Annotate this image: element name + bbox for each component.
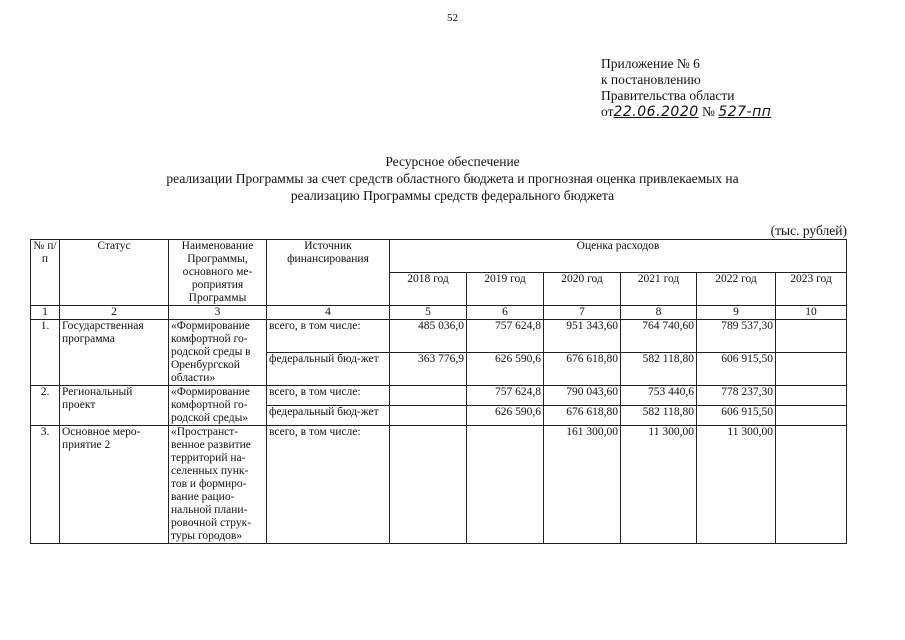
value-cell: 363 776,9 [390,353,467,386]
col-number: 10 [776,306,847,320]
value-cell: 676 618,80 [544,406,621,426]
col-number: 1 [31,306,60,320]
handwritten-number: 527-пп [718,104,772,120]
header-year: 2023 год [776,273,847,306]
date-prefix: от [601,104,614,119]
header-name: Наименование Программы, основного ме-роприятия Программы [169,240,267,306]
value-cell: 757 624,8 [467,386,544,406]
value-cell [776,426,847,544]
value-cell: 757 624,8 [467,320,544,353]
row-status: Государственная программа [60,320,169,386]
col-number: 9 [697,306,776,320]
value-cell [390,386,467,406]
handwritten-date: 22.06.2020 [613,104,699,120]
source-label: всего, в том числе: [267,386,390,406]
table-row [31,426,847,544]
column-numbers-row [31,306,847,320]
value-cell: 626 590,6 [467,353,544,386]
source-label: федеральный бюд-жет [267,353,390,386]
value-cell: 161 300,00 [544,426,621,544]
value-cell [390,406,467,426]
header-year: 2021 год [621,273,697,306]
value-cell: 753 440,6 [621,386,697,406]
page-number: 52 [447,12,458,24]
value-cell [467,426,544,544]
value-cell: 11 300,00 [697,426,776,544]
header-year: 2022 год [697,273,776,306]
row-number: 1. [31,320,60,386]
source-label: всего, в том числе: [267,426,390,544]
source-label: федеральный бюд-жет [267,406,390,426]
value-cell: 676 618,80 [544,353,621,386]
row-status: Региональный проект [60,386,169,426]
value-cell: 951 343,60 [544,320,621,353]
appendix-block [601,56,771,120]
source-label: всего, в том числе: [267,320,390,353]
value-cell [776,406,847,426]
title-line2: реализации Программы за счет средств областного бюджета и прогнозная оценка привлекаемых на [166,171,739,186]
header-year: 2019 год [467,273,544,306]
value-cell: 764 740,60 [621,320,697,353]
value-cell [776,353,847,386]
row-number: 2. [31,386,60,426]
value-cell: 606 915,50 [697,406,776,426]
row-name: «Пространст-венное развитие территорий на-селенных пунк-тов и формиро-вание рацио-нальной плани-ровочной струк-туры городов» [169,426,267,544]
header-estimate: Оценка расходов [390,240,847,273]
header-source: Источник финансирования [267,240,390,306]
value-cell: 789 537,30 [697,320,776,353]
header-status: Статус [60,240,169,306]
row-number: 3. [31,426,60,544]
value-cell: 606 915,50 [697,353,776,386]
col-number: 7 [544,306,621,320]
col-number: 5 [390,306,467,320]
value-cell: 582 118,80 [621,406,697,426]
document-title [0,153,905,204]
header-row-1 [31,240,847,273]
col-number: 6 [467,306,544,320]
col-number: 3 [169,306,267,320]
row-name: «Формирование комфортной го-родской среды» [169,386,267,426]
value-cell [390,426,467,544]
table-row [31,386,847,406]
value-cell: 485 036,0 [390,320,467,353]
title-line1: Ресурсное обеспечение [385,154,520,169]
appendix-line2: к постановлению [601,72,701,87]
row-status: Основное меро-приятие 2 [60,426,169,544]
value-cell: 11 300,00 [621,426,697,544]
table-row [31,320,847,353]
appendix-line1: Приложение № 6 [601,56,700,71]
header-year: 2020 год [544,273,621,306]
units-label: (тыс. рублей) [770,223,847,238]
value-cell [776,320,847,353]
value-cell: 778 237,30 [697,386,776,406]
budget-table [30,239,847,544]
col-number: 8 [621,306,697,320]
title-line3: реализацию Программы средств федерального бюджета [290,188,615,203]
value-cell: 790 043,60 [544,386,621,406]
value-cell: 626 590,6 [467,406,544,426]
appendix-line3: Правительства области [601,88,735,103]
value-cell [776,386,847,406]
row-name: «Формирование комфортной го-родской среды в Оренбургской области» [169,320,267,386]
value-cell: 582 118,80 [621,353,697,386]
col-number: 4 [267,306,390,320]
header-num: № п/п [31,240,60,306]
appendix-date-line [601,104,771,120]
col-number: 2 [60,306,169,320]
number-label: № [702,104,715,119]
header-year: 2018 год [390,273,467,306]
